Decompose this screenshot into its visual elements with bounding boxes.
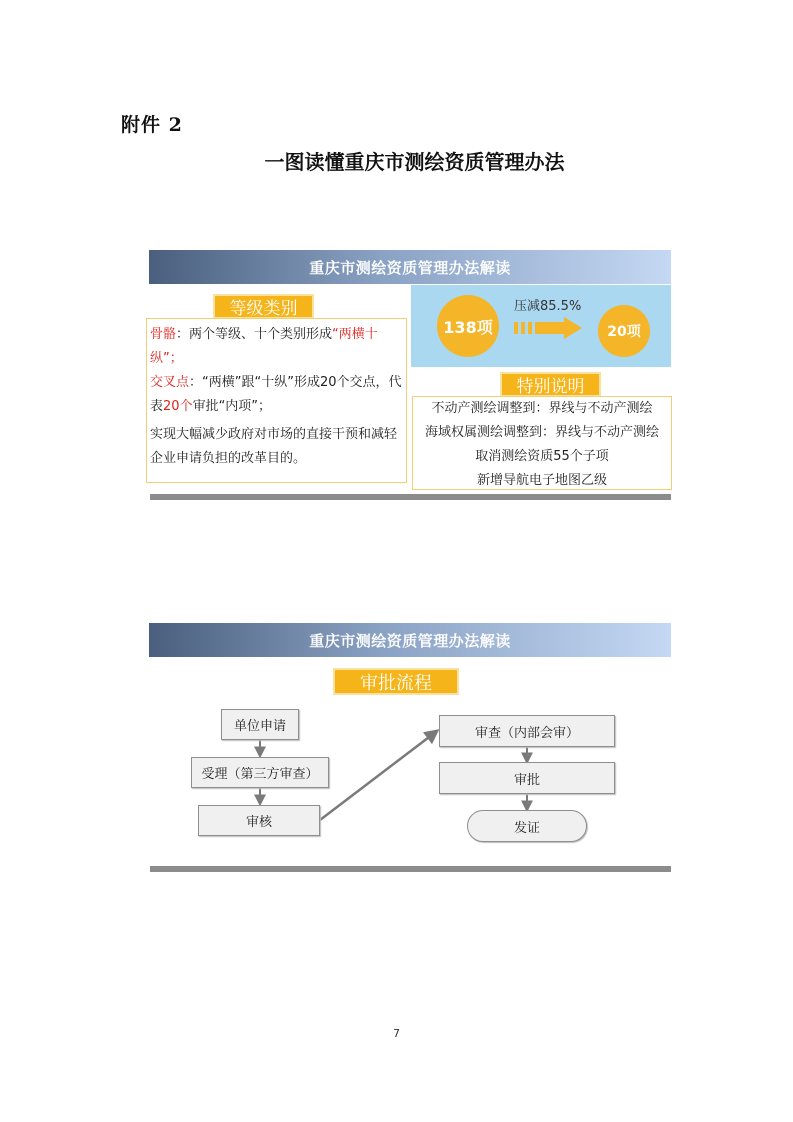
intersection-highlight: 20个 — [163, 399, 193, 414]
special-item: 不动产测绘调整到：界线与不动产测绘 — [431, 401, 653, 416]
skeleton-highlight: “两横十纵”； — [150, 327, 378, 366]
page-number: 7 — [393, 1027, 400, 1040]
skeleton-text: ：两个等级、十个类别形成 — [176, 327, 333, 342]
level-category-badge: 等级类别 — [213, 294, 314, 319]
special-note-badge: 特别说明 — [500, 372, 601, 397]
flow-step-accept: 受理（第三方审查） — [191, 757, 329, 788]
flow-step-approve: 审批 — [439, 762, 615, 794]
intersection-text: ：“两横”跟“十纵”形成20个交点，代表 — [150, 375, 402, 414]
special-item: 取消测绘资质55个子项 — [475, 449, 609, 464]
reduction-label: 压减85.5% — [514, 299, 582, 314]
flow-step-issue: 发证 — [467, 810, 587, 842]
flow-arrow-3 — [320, 731, 437, 820]
reduction-from-circle: 138项 — [437, 295, 499, 357]
flow-step-review: 审核 — [198, 805, 320, 836]
purpose-paragraph: 实现大幅减少政府对市场的直接干预和减轻企业申请负担的改革目的。 — [150, 427, 398, 466]
intersection-label: 交叉点 — [150, 375, 190, 390]
panel2-bottom-bar — [150, 866, 671, 872]
flow-step-apply: 单位申请 — [221, 709, 299, 740]
intersection-tail: 审批“内项”； — [192, 399, 272, 414]
panel1-banner: 重庆市测绘资质管理办法解读 — [149, 250, 671, 284]
attachment-label: 附件 2 — [121, 114, 183, 136]
special-item: 海域权属测绘调整到：界线与不动产测绘 — [424, 425, 659, 440]
panel2-banner: 重庆市测绘资质管理办法解读 — [149, 623, 671, 657]
document-title: 一图读懂重庆市测绘资质管理办法 — [264, 150, 565, 174]
flow-step-internal-review: 审查（内部会审） — [439, 715, 615, 747]
approval-process-badge: 审批流程 — [333, 668, 459, 695]
reduction-to-circle: 20项 — [598, 305, 650, 357]
special-item: 新增导航电子地图乙级 — [476, 473, 607, 488]
skeleton-label: 骨骼 — [150, 327, 177, 342]
